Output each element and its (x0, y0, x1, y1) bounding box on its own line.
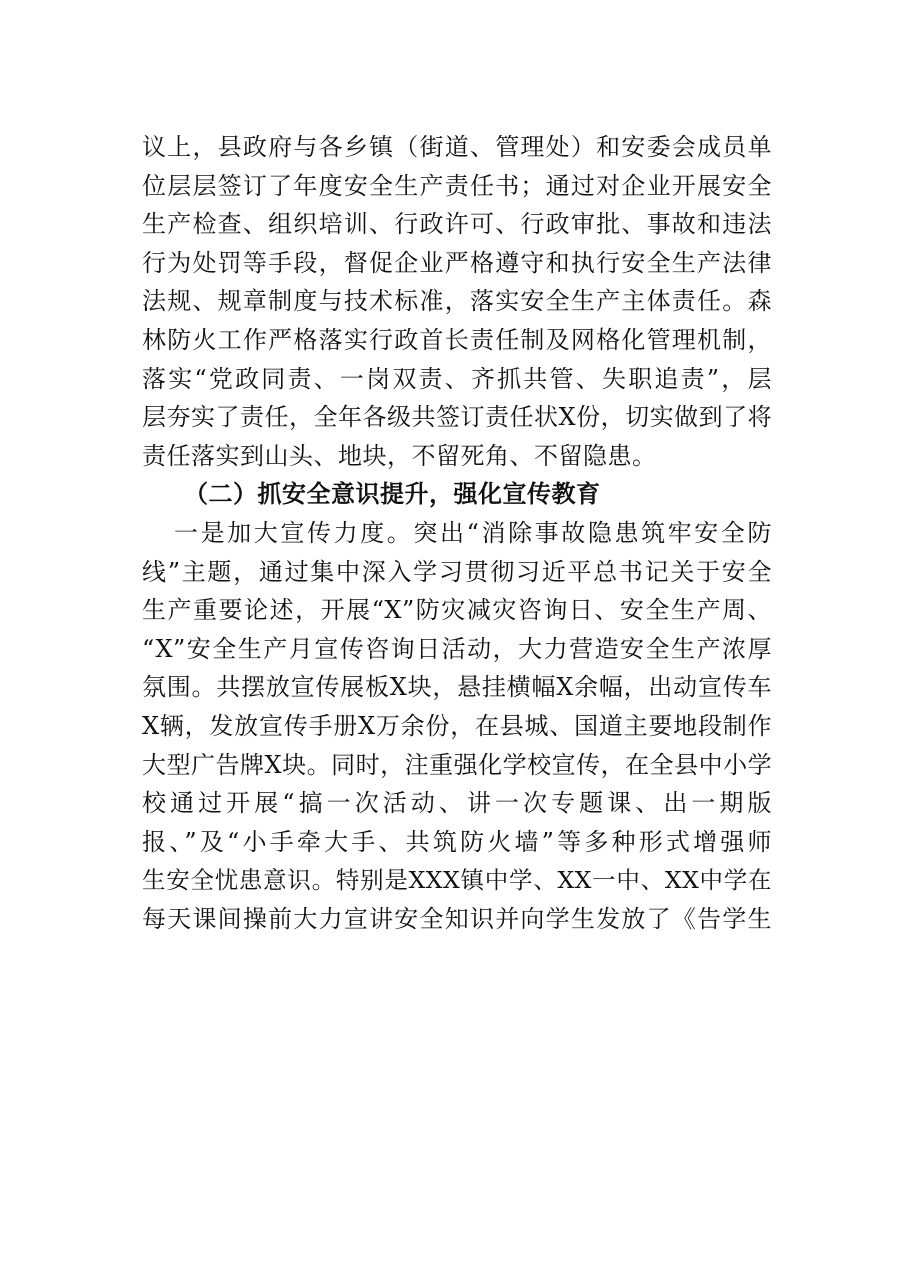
section-heading: （二）抓安全意识提升，强化宣传教育 (184, 479, 601, 509)
paragraph-line: “X”安全生产月宣传咨询日活动，大力营造安全生产浓厚 (142, 634, 772, 663)
paragraph-line: 线”主题，通过集中深入学习贯彻习近平总书记关于安全 (142, 557, 772, 586)
paragraph-line: 生安全忧患意识。特别是XXX镇中学、XX一中、XX中学在 (142, 866, 772, 895)
paragraph-line: 报、”及“小手牵大手、共筑防火墙”等多种形式增强师 (142, 827, 772, 856)
paragraph-line: 生产重要论述，开展“X”防灾减灾咨询日、安全生产周、 (142, 596, 772, 625)
paragraph-line: 层夯实了责任，全年各级共签订责任状X份，切实做到了将 (142, 403, 773, 432)
paragraph-line: 林防火工作严格落实行政首长责任制及网格化管理机制， (142, 325, 772, 354)
paragraph-line: 大型广告牌X块。同时，注重强化学校宣传，在全县中小学 (142, 750, 773, 779)
paragraph-line: 位层层签订了年度安全生产责任书；通过对企业开展安全 (142, 171, 772, 200)
paragraph-line: 氛围。共摆放宣传展板X块，悬挂横幅X余幅，出动宣传车 (142, 673, 772, 702)
document-body (142, 128, 772, 938)
paragraph-line: 法规、规章制度与技术标准，落实安全生产主体责任。森 (142, 287, 772, 316)
paragraph-line: 行为处罚等手段，督促企业严格遵守和执行安全生产法律 (142, 248, 772, 277)
paragraph-line: 落实“党政同责、一岗双责、齐抓共管、失职追责”，层 (142, 364, 772, 393)
paragraph-line: 校通过开展“搞一次活动、讲一次专题课、出一期版 (142, 789, 772, 818)
paragraph-line: 责任落实到山头、地块，不留死角、不留隐患。 (142, 441, 657, 470)
paragraph-line: X辆，发放宣传手册X万余份，在县城、国道主要地段制作 (142, 711, 772, 740)
paragraph-line: 生产检查、组织培训、行政许可、行政审批、事故和违法 (142, 210, 772, 239)
paragraph-line: 议上，县政府与各乡镇（街道、管理处）和安委会成员单 (142, 133, 772, 161)
paragraph-line: 一是加大宣传力度。突出“消除事故隐患筑牢安全防 (174, 518, 772, 547)
paragraph-line: 每天课间操前大力宣讲安全知识并向学生发放了《告学生 (142, 904, 772, 933)
